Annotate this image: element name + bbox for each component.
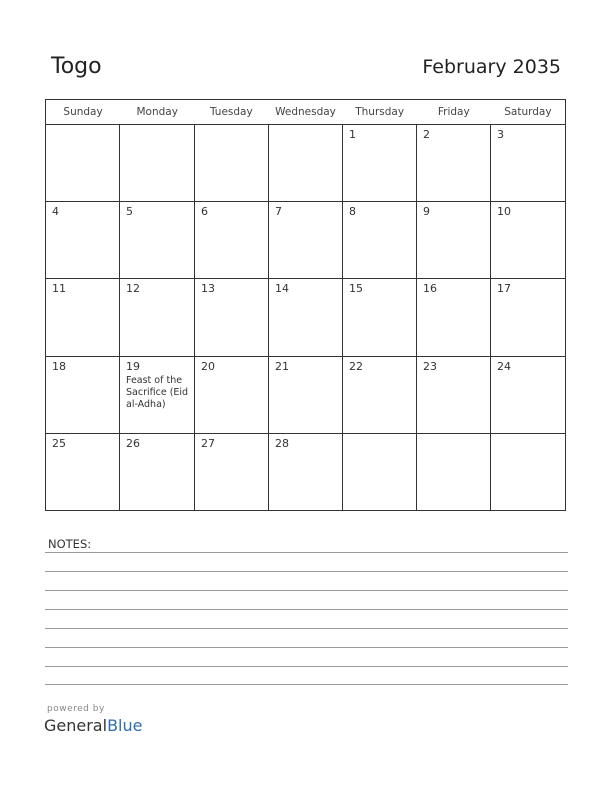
notes-line	[45, 609, 568, 610]
day-number: 5	[126, 205, 133, 219]
day-number: 2	[423, 128, 430, 141]
day-number: 18	[52, 359, 66, 373]
day-cell	[120, 357, 195, 434]
day-number: 20	[201, 359, 215, 373]
day-number: 16	[423, 282, 437, 296]
day-cell	[269, 279, 343, 356]
notes-line	[45, 647, 568, 648]
day-number: 24	[497, 359, 511, 373]
day-cell	[491, 434, 565, 511]
day-cell	[491, 202, 565, 279]
day-cell	[195, 125, 269, 202]
day-cell	[120, 125, 195, 202]
day-number: 15	[349, 282, 363, 296]
day-number: 11	[52, 282, 66, 296]
brand-general: General	[44, 716, 108, 735]
day-number: 27	[201, 436, 215, 450]
month-title: February 2035	[422, 56, 561, 78]
day-cell	[120, 279, 195, 356]
day-cell	[195, 357, 269, 434]
weekday-label: Wednesday	[275, 106, 336, 118]
day-number: 19	[126, 359, 140, 373]
day-number: 8	[349, 205, 356, 219]
day-cell	[46, 357, 120, 434]
notes-line	[45, 552, 568, 553]
day-cell	[269, 357, 343, 434]
day-cell	[343, 434, 417, 511]
powered-by-text: powered by	[47, 704, 105, 714]
notes-line	[45, 666, 568, 667]
weekday-label: Tuesday	[209, 106, 253, 118]
day-cell	[343, 202, 417, 279]
day-number: 10	[497, 205, 511, 219]
day-cell	[491, 279, 565, 356]
notes-line	[45, 571, 568, 572]
day-number: 25	[52, 436, 66, 450]
notes-label: NOTES:	[48, 537, 92, 551]
day-cell	[195, 202, 269, 279]
day-cell	[417, 202, 491, 279]
day-cell	[46, 125, 120, 202]
day-cell	[269, 125, 343, 202]
calendar-grid	[45, 99, 566, 511]
day-cell	[417, 357, 491, 434]
notes-line	[45, 628, 568, 629]
holiday-label: Feast of the Sacrifice (Eid al-Adha)	[126, 374, 189, 410]
day-number: 12	[126, 282, 140, 296]
day-cell	[195, 279, 269, 356]
day-cell	[269, 434, 343, 511]
day-cell	[343, 279, 417, 356]
day-cell	[343, 357, 417, 434]
weekday-header	[46, 100, 565, 125]
day-cell	[491, 125, 565, 202]
weekday-label: Thursday	[355, 106, 405, 118]
day-cell	[120, 434, 195, 511]
day-number: 9	[423, 205, 430, 219]
weekday-label: Saturday	[504, 106, 552, 118]
day-cell	[46, 434, 120, 511]
weeks-grid	[46, 125, 565, 511]
day-number: 21	[275, 359, 289, 373]
day-cell	[417, 279, 491, 356]
day-number: 26	[126, 436, 140, 450]
weekday-label: Monday	[136, 106, 178, 118]
day-number: 13	[201, 282, 215, 296]
day-number: 6	[201, 205, 208, 219]
generalblue-logo	[44, 716, 142, 735]
day-cell	[417, 125, 491, 202]
day-cell	[343, 125, 417, 202]
day-number: 1	[349, 128, 356, 141]
day-number: 14	[275, 282, 289, 296]
day-number: 3	[497, 128, 504, 141]
day-cell	[46, 202, 120, 279]
weekday-label: Friday	[437, 106, 470, 118]
day-cell	[120, 202, 195, 279]
day-number: 4	[52, 205, 59, 219]
day-cell	[46, 279, 120, 356]
day-number: 23	[423, 359, 437, 373]
day-cell	[269, 202, 343, 279]
day-number: 22	[349, 359, 363, 373]
day-cell	[491, 357, 565, 434]
country-title: Togo	[51, 54, 102, 79]
notes-line	[45, 590, 568, 591]
weekday-label: Sunday	[63, 106, 103, 118]
day-cell	[195, 434, 269, 511]
brand-blue: Blue	[107, 716, 143, 735]
day-number: 7	[275, 205, 282, 219]
day-number: 17	[497, 282, 511, 296]
day-cell	[417, 434, 491, 511]
notes-line	[45, 684, 568, 685]
day-number: 28	[275, 436, 289, 450]
